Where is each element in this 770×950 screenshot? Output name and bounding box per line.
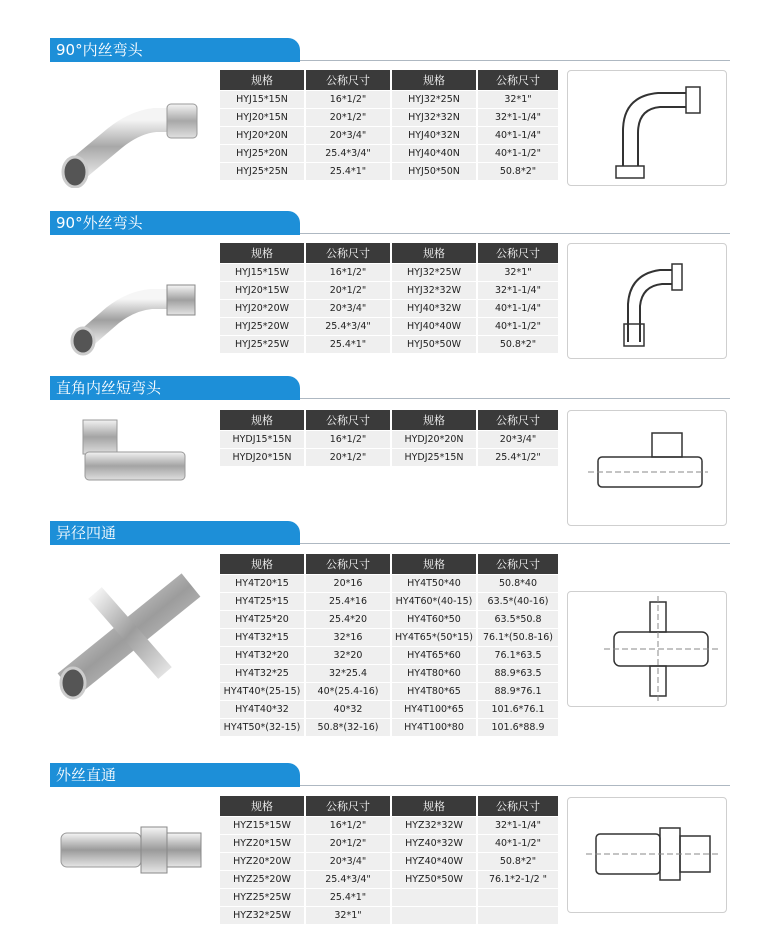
table-row: HY4T40*(25-15) 40*(25.4-16) HY4T80*65 88.9*76.1 [220,683,558,700]
product-photo-male-elbow [55,261,210,361]
table-row: HYZ20*15W 20*1/2" HYZ40*32W 40*1-1/2" [220,835,558,852]
table-header: 规格 公称尺寸 规格 公称尺寸 [220,554,558,574]
table-row: HYZ32*25W 32*1" [220,907,558,924]
table-row: HY4T25*20 25.4*20 HY4T60*50 63.5*50.8 [220,611,558,628]
section-title: 90°内丝弯头 [50,38,300,62]
table-row: HY4T32*15 32*16 HY4T65*(50*15) 76.1*(50.8-16) [220,629,558,646]
table-row: HYJ25*25N 25.4*1" HYJ50*50N 50.8*2" [220,163,558,180]
product-photo-short-elbow [55,412,210,492]
technical-drawing-short-elbow [567,410,727,526]
product-photo-male-straight [55,813,210,893]
table-row: HYJ25*20N 25.4*3/4" HYJ40*40N 40*1-1/2" [220,145,558,162]
spec-table [218,795,560,925]
table-row: HYJ20*20N 20*3/4" HYJ40*32N 40*1-1/4" [220,127,558,144]
table-header: 规格 公称尺寸 规格 公称尺寸 [220,243,558,263]
technical-drawing-male-straight [567,797,727,913]
table-header: 规格 公称尺寸 规格 公称尺寸 [220,70,558,90]
table-row: HYJ20*20W 20*3/4" HYJ40*32W 40*1-1/4" [220,300,558,317]
table-row: HYZ20*20W 20*3/4" HYZ40*40W 50.8*2" [220,853,558,870]
table-row: HY4T20*15 20*16 HY4T50*40 50.8*40 [220,575,558,592]
table-header: 规格 公称尺寸 规格 公称尺寸 [220,410,558,430]
table-row: HYJ20*15N 20*1/2" HYJ32*32N 32*1-1/4" [220,109,558,126]
table-row: HYJ15*15N 16*1/2" HYJ32*25N 32*1" [220,91,558,108]
table-row: HYDJ15*15N 16*1/2" HYDJ20*20N 20*3/4" [220,431,558,448]
table-row: HYDJ20*15N 20*1/2" HYDJ25*15N 25.4*1/2" [220,449,558,466]
section-title: 直角内丝短弯头 [50,376,300,400]
table-row: HYZ25*20W 25.4*3/4" HYZ50*50W 76.1*2-1/2 " [220,871,558,888]
section-title: 外丝直通 [50,763,300,787]
spec-table [218,69,560,181]
table-row: HY4T32*25 32*25.4 HY4T80*60 88.9*63.5 [220,665,558,682]
table-row: HY4T25*15 25.4*16 HY4T60*(40-15) 63.5*(40-16) [220,593,558,610]
technical-drawing-reducing-cross [567,591,727,707]
table-row: HY4T50*(32-15) 50.8*(32-16) HY4T100*80 101.6*88.9 [220,719,558,736]
table-row: HYZ15*15W 16*1/2" HYZ32*32W 32*1-1/4" [220,817,558,834]
table-row: HYZ25*25W 25.4*1" [220,889,558,906]
table-row: HY4T40*32 40*32 HY4T100*65 101.6*76.1 [220,701,558,718]
product-photo-reducing-cross [55,573,210,703]
spec-table [218,409,560,467]
table-row: HYJ15*15W 16*1/2" HYJ32*25W 32*1" [220,264,558,281]
table-header: 规格 公称尺寸 规格 公称尺寸 [220,796,558,816]
table-row: HY4T32*20 32*20 HY4T65*60 76.1*63.5 [220,647,558,664]
technical-drawing-male-elbow [567,243,727,359]
table-row: HYJ20*15W 20*1/2" HYJ32*32W 32*1-1/4" [220,282,558,299]
table-row: HYJ25*25W 25.4*1" HYJ50*50W 50.8*2" [220,336,558,353]
product-photo-female-elbow [55,78,210,188]
section-title: 异径四通 [50,521,300,545]
technical-drawing-female-elbow [567,70,727,186]
section-title: 90°外丝弯头 [50,211,300,235]
table-row: HYJ25*20W 25.4*3/4" HYJ40*40W 40*1-1/2" [220,318,558,335]
spec-table [218,553,560,737]
spec-table [218,242,560,354]
